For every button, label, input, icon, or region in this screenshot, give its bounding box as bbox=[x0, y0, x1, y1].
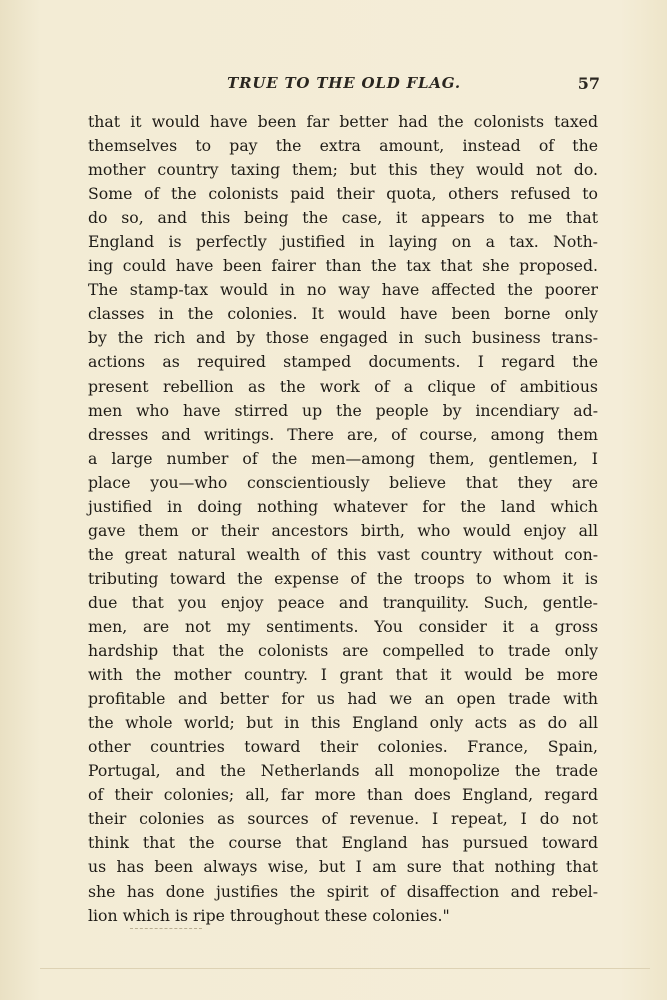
text-line: she has done justifies the spirit of disaffection and rebel- bbox=[88, 881, 598, 901]
text-line: by the rich and by those engaged in such business trans- bbox=[88, 328, 598, 348]
text-line: men who have stirred up the people by incendiary ad- bbox=[88, 400, 598, 420]
text-line: themselves to pay the extra amount, instead of the bbox=[88, 136, 598, 156]
page-number: 57 bbox=[577, 74, 600, 93]
text-line: mother country taxing them; but this they would not do. bbox=[88, 160, 598, 180]
text-line: lion which is ripe throughout these colonies." bbox=[88, 905, 450, 925]
text-line: gave them or their ancestors birth, who would enjoy all bbox=[88, 520, 598, 540]
text-line: the great natural wealth of this vast country without con- bbox=[88, 544, 598, 564]
text-line: justified in doing nothing whatever for the land which bbox=[88, 496, 598, 516]
text-line: ing could have been fairer than the tax that she proposed. bbox=[88, 256, 598, 276]
text-line: Some of the colonists paid their quota, others refused to bbox=[88, 184, 598, 204]
text-line: classes in the colonies. It would have been borne only bbox=[88, 304, 598, 324]
text-line: of their colonies; all, far more than does England, regard bbox=[88, 785, 598, 805]
text-line: other countries toward their colonies. France, Spain, bbox=[88, 737, 598, 757]
text-line: Portugal, and the Netherlands all monopolize the trade bbox=[88, 761, 598, 781]
text-line: the whole world; but in this England only acts as do all bbox=[88, 713, 598, 733]
text-line: a large number of the men—among them, gentlemen, I bbox=[88, 448, 598, 468]
text-line: with the mother country. I grant that it would be more bbox=[88, 665, 598, 685]
text-line: think that the course that England has pursued toward bbox=[88, 833, 598, 853]
text-line: hardship that the colonists are compelled to trade only bbox=[88, 641, 598, 661]
text-line: men, are not my sentiments. You consider it a gross bbox=[88, 616, 598, 636]
page-bottom-rule bbox=[40, 968, 650, 969]
running-header-title: TRUE TO THE OLD FLAG. bbox=[227, 74, 461, 92]
text-line: dresses and writings. There are, of course, among them bbox=[88, 424, 598, 444]
text-line: actions as required stamped documents. I regard the bbox=[88, 352, 598, 372]
text-line: due that you enjoy peace and tranquility. Such, gentle- bbox=[88, 592, 598, 612]
text-line: profitable and better for us had we an open trade with bbox=[88, 689, 598, 709]
text-line: present rebellion as the work of a clique of ambitious bbox=[88, 376, 598, 396]
body-paragraph bbox=[88, 110, 598, 928]
text-line: tributing toward the expense of the troops to whom it is bbox=[88, 568, 598, 588]
text-line: that it would have been far better had the colonists taxed bbox=[88, 112, 598, 131]
text-line: England is perfectly justified in laying on a tax. Noth- bbox=[88, 232, 598, 252]
text-line: us has been always wise, but I am sure that nothing that bbox=[88, 857, 598, 877]
text-line: do so, and this being the case, it appears to me that bbox=[88, 208, 598, 228]
text-line: their colonies as sources of revenue. I repeat, I do not bbox=[88, 809, 598, 829]
text-line: place you—who conscientiously believe that they are bbox=[88, 472, 598, 492]
running-header bbox=[88, 74, 600, 100]
text-line: The stamp-tax would in no way have affected the poorer bbox=[88, 280, 598, 300]
decorative-dash bbox=[130, 928, 202, 929]
